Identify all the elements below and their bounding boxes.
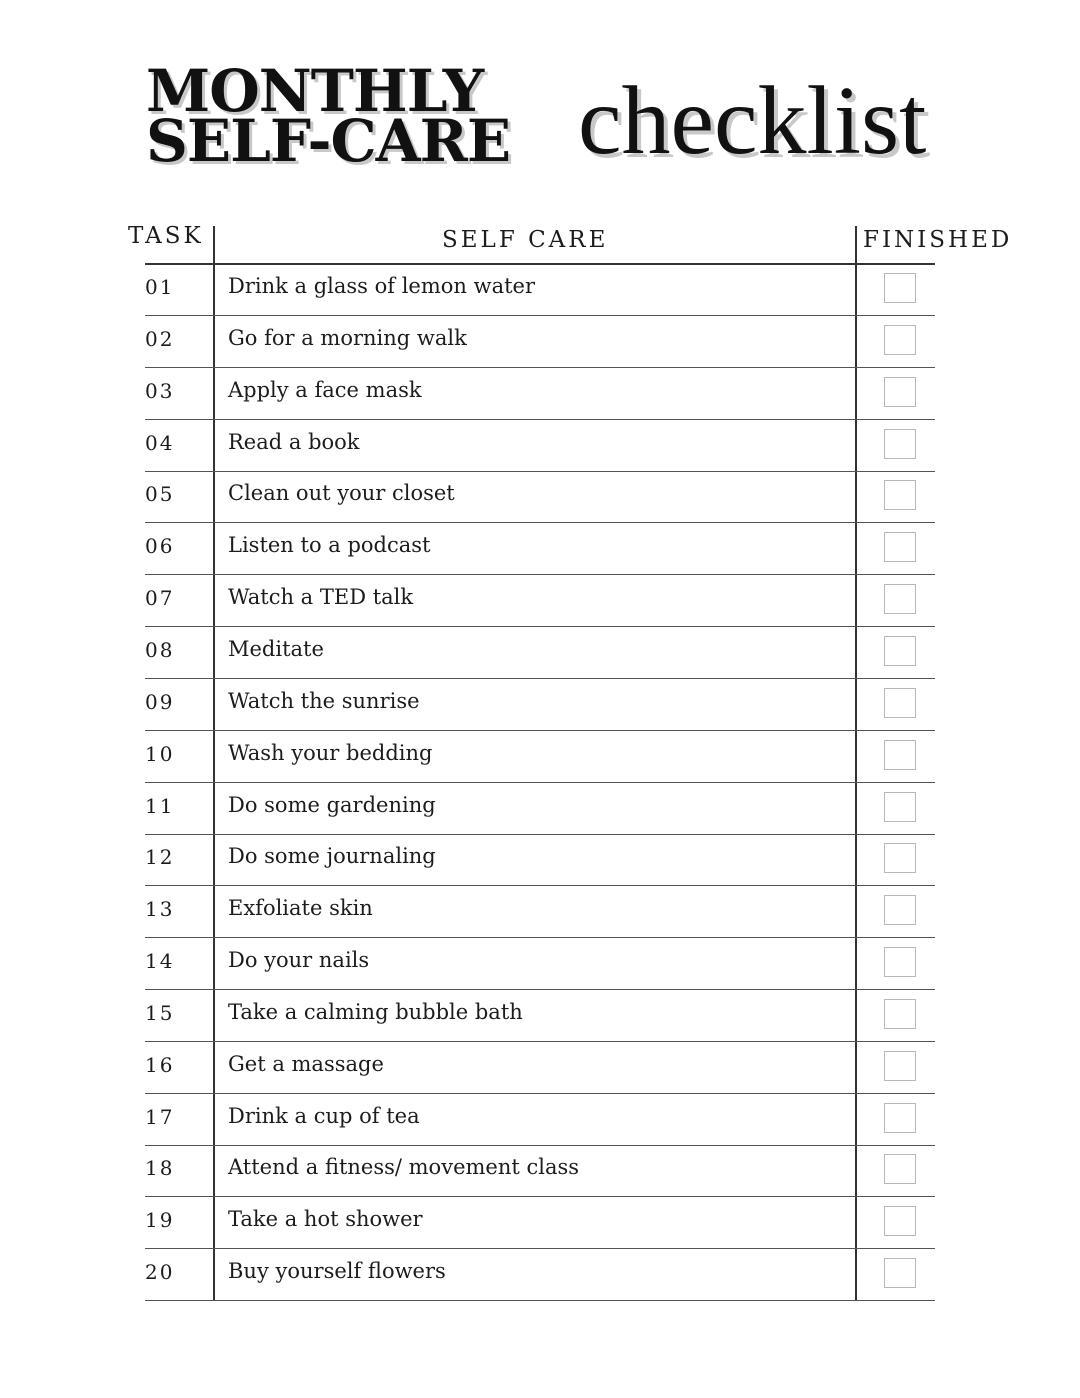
task-number: 13 bbox=[145, 897, 175, 922]
task-text: Do some journaling bbox=[228, 844, 436, 869]
table-row bbox=[145, 1145, 935, 1197]
table-row bbox=[145, 679, 935, 731]
finished-checkbox[interactable] bbox=[884, 429, 916, 459]
finished-checkbox[interactable] bbox=[884, 532, 916, 562]
table-row bbox=[145, 1094, 935, 1146]
table-row bbox=[145, 264, 935, 316]
table-row bbox=[145, 523, 935, 575]
task-text: Watch the sunrise bbox=[228, 688, 420, 713]
column-header-finished: FINISHED bbox=[863, 227, 1013, 253]
table-row bbox=[145, 990, 935, 1042]
task-text: Get a massage bbox=[228, 1051, 384, 1076]
page-title bbox=[146, 57, 511, 175]
table-row bbox=[145, 886, 935, 938]
task-text: Meditate bbox=[228, 636, 324, 661]
task-number: 05 bbox=[145, 482, 175, 507]
task-text: Read a book bbox=[228, 429, 360, 454]
title-line-self-care: SELF-CARE bbox=[146, 107, 511, 175]
task-number: 12 bbox=[145, 845, 175, 870]
finished-checkbox[interactable] bbox=[884, 947, 916, 977]
task-number: 16 bbox=[145, 1052, 175, 1077]
task-number: 14 bbox=[145, 949, 175, 974]
task-text: Attend a fitness/ movement class bbox=[228, 1155, 580, 1180]
table-row bbox=[145, 731, 935, 783]
table-row bbox=[145, 1042, 935, 1094]
task-number: 08 bbox=[145, 637, 175, 662]
task-text: Do some gardening bbox=[228, 792, 436, 817]
table-row bbox=[145, 471, 935, 523]
task-number: 06 bbox=[145, 534, 175, 559]
task-number: 19 bbox=[145, 1208, 175, 1233]
finished-checkbox[interactable] bbox=[884, 1051, 916, 1081]
task-number: 18 bbox=[145, 1156, 175, 1181]
title-checklist-word: checklist bbox=[578, 67, 927, 175]
task-number: 10 bbox=[145, 741, 175, 766]
finished-checkbox[interactable] bbox=[884, 1258, 916, 1288]
finished-checkbox[interactable] bbox=[884, 1103, 916, 1133]
task-text: Go for a morning walk bbox=[228, 325, 467, 350]
task-text: Exfoliate skin bbox=[228, 896, 373, 921]
finished-checkbox[interactable] bbox=[884, 480, 916, 510]
table-row bbox=[145, 938, 935, 990]
finished-checkbox[interactable] bbox=[884, 843, 916, 873]
task-text: Clean out your closet bbox=[228, 481, 455, 506]
finished-checkbox[interactable] bbox=[884, 377, 916, 407]
title-line-monthly: MONTHLY bbox=[146, 57, 484, 125]
column-header-task: TASK bbox=[128, 223, 204, 249]
task-number: 02 bbox=[145, 326, 175, 351]
task-number: 03 bbox=[145, 378, 175, 403]
table-row bbox=[145, 316, 935, 368]
table-row bbox=[145, 368, 935, 420]
finished-checkbox[interactable] bbox=[884, 740, 916, 770]
task-text: Buy yourself flowers bbox=[228, 1259, 446, 1284]
finished-checkbox[interactable] bbox=[884, 584, 916, 614]
task-number: 01 bbox=[145, 275, 175, 299]
task-text: Drink a glass of lemon water bbox=[228, 274, 536, 298]
task-number: 04 bbox=[145, 430, 175, 455]
finished-checkbox[interactable] bbox=[884, 895, 916, 925]
task-number: 09 bbox=[145, 689, 175, 714]
finished-checkbox[interactable] bbox=[884, 1206, 916, 1236]
task-number: 17 bbox=[145, 1104, 175, 1129]
finished-checkbox[interactable] bbox=[884, 1154, 916, 1184]
table-row bbox=[145, 420, 935, 472]
finished-checkbox[interactable] bbox=[884, 636, 916, 666]
task-number: 20 bbox=[145, 1260, 175, 1285]
task-number: 11 bbox=[145, 793, 175, 818]
task-text: Wash your bedding bbox=[228, 740, 433, 765]
task-text: Take a hot shower bbox=[228, 1207, 423, 1232]
task-text: Drink a cup of tea bbox=[228, 1103, 420, 1128]
task-text: Do your nails bbox=[228, 948, 370, 973]
task-text: Take a calming bubble bath bbox=[228, 999, 523, 1024]
task-text: Listen to a podcast bbox=[228, 533, 431, 558]
task-text: Apply a face mask bbox=[228, 377, 422, 402]
table-row bbox=[145, 627, 935, 679]
task-number: 15 bbox=[145, 1000, 175, 1025]
table-row bbox=[145, 1197, 935, 1249]
task-number: 07 bbox=[145, 586, 175, 611]
finished-checkbox[interactable] bbox=[884, 999, 916, 1029]
finished-checkbox[interactable] bbox=[884, 792, 916, 822]
table-row bbox=[145, 783, 935, 835]
table-row bbox=[145, 1249, 935, 1301]
task-text: Watch a TED talk bbox=[228, 585, 414, 610]
table-row bbox=[145, 834, 935, 886]
finished-checkbox[interactable] bbox=[884, 273, 916, 303]
finished-checkbox[interactable] bbox=[884, 688, 916, 718]
column-header-self-care: SELF CARE bbox=[442, 227, 609, 253]
table-row bbox=[145, 575, 935, 627]
finished-checkbox[interactable] bbox=[884, 325, 916, 355]
